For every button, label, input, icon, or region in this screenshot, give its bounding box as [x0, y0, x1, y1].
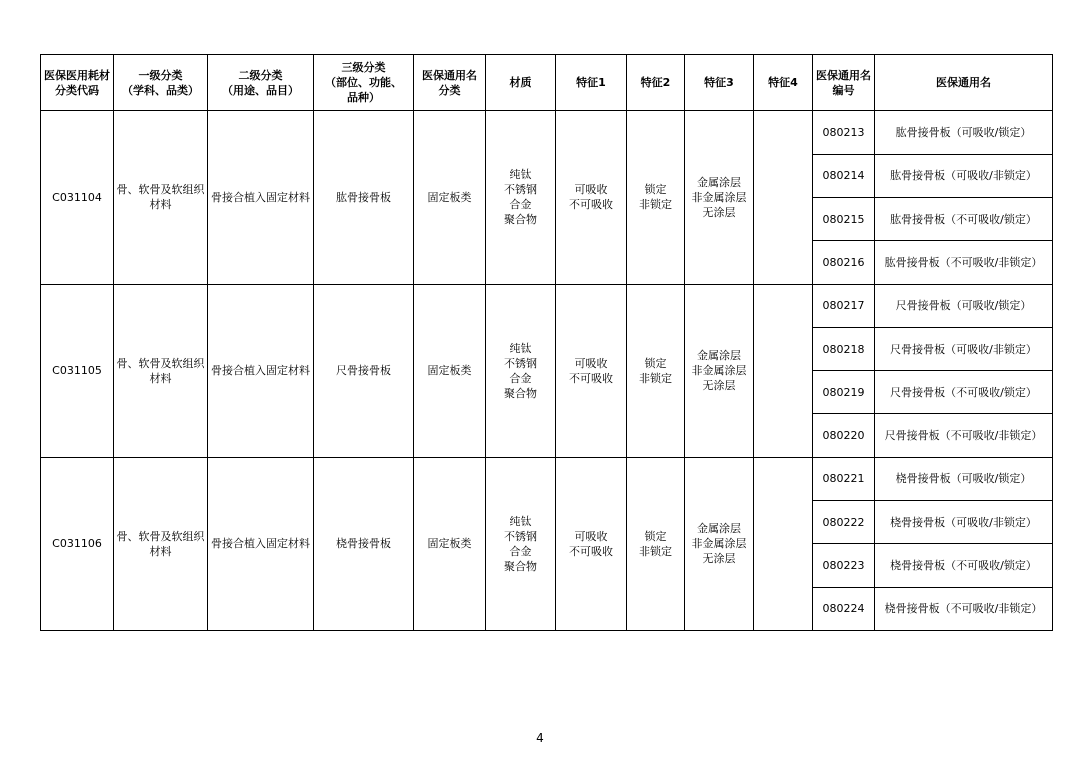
header-feature2: 特征2: [627, 55, 685, 111]
feature1-cell: 可吸收 不可吸收: [556, 284, 627, 457]
header-row: [41, 55, 1053, 111]
level1-cell: 骨、软骨及软组织 材料: [114, 284, 208, 457]
level1-cell: 骨、软骨及软组织 材料: [114, 457, 208, 630]
generic-category-cell: 固定板类: [414, 284, 486, 457]
generic-name-cell: 尺骨接骨板（不可吸收/非锁定）: [875, 414, 1053, 457]
level2-cell: 骨接合植入固定材料: [208, 457, 314, 630]
material-cell: 纯钛 不锈钢 合金 聚合物: [486, 284, 556, 457]
header-feature3: 特征3: [685, 55, 754, 111]
table-row: [41, 111, 1053, 154]
page-number: 4: [536, 731, 544, 745]
feature2-cell: 锁定 非锁定: [627, 111, 685, 284]
classification-table: [40, 54, 1053, 631]
feature2-cell: 锁定 非锁定: [627, 457, 685, 630]
generic-name-cell: 尺骨接骨板（可吸收/锁定）: [875, 284, 1053, 327]
table-row: [41, 284, 1053, 327]
generic-name-cell: 尺骨接骨板（不可吸收/锁定）: [875, 371, 1053, 414]
level3-cell: 尺骨接骨板: [314, 284, 414, 457]
header-generic-number: 医保通用名 编号: [813, 55, 875, 111]
generic-name-cell: 桡骨接骨板（不可吸收/非锁定）: [875, 587, 1053, 630]
generic-name-cell: 桡骨接骨板（不可吸收/锁定）: [875, 544, 1053, 587]
feature3-cell: 金属涂层 非金属涂层 无涂层: [685, 284, 754, 457]
generic-number-cell: 080222: [813, 501, 875, 544]
generic-number-cell: 080224: [813, 587, 875, 630]
generic-number-cell: 080221: [813, 457, 875, 500]
feature4-cell: [754, 111, 813, 284]
generic-number-cell: 080217: [813, 284, 875, 327]
generic-number-cell: 080214: [813, 154, 875, 197]
header-level2: 二级分类 （用途、品目）: [208, 55, 314, 111]
generic-number-cell: 080215: [813, 197, 875, 240]
header-feature1: 特征1: [556, 55, 627, 111]
feature4-cell: [754, 457, 813, 630]
header-generic-name: 医保通用名: [875, 55, 1053, 111]
generic-name-cell: 肱骨接骨板（不可吸收/非锁定）: [875, 241, 1053, 284]
generic-name-cell: 尺骨接骨板（可吸收/非锁定）: [875, 327, 1053, 370]
classification-code-cell: C031105: [41, 284, 114, 457]
generic-name-cell: 桡骨接骨板（可吸收/非锁定）: [875, 501, 1053, 544]
material-cell: 纯钛 不锈钢 合金 聚合物: [486, 457, 556, 630]
classification-code-cell: C031106: [41, 457, 114, 630]
generic-number-cell: 080220: [813, 414, 875, 457]
feature2-cell: 锁定 非锁定: [627, 284, 685, 457]
generic-name-cell: 肱骨接骨板（可吸收/非锁定）: [875, 154, 1053, 197]
classification-code-cell: C031104: [41, 111, 114, 284]
generic-number-cell: 080218: [813, 327, 875, 370]
feature1-cell: 可吸收 不可吸收: [556, 111, 627, 284]
header-generic-category: 医保通用名 分类: [414, 55, 486, 111]
level3-cell: 肱骨接骨板: [314, 111, 414, 284]
generic-number-cell: 080223: [813, 544, 875, 587]
header-feature4: 特征4: [754, 55, 813, 111]
header-level3: 三级分类 （部位、功能、 品种）: [314, 55, 414, 111]
feature4-cell: [754, 284, 813, 457]
feature1-cell: 可吸收 不可吸收: [556, 457, 627, 630]
generic-number-cell: 080219: [813, 371, 875, 414]
generic-category-cell: 固定板类: [414, 111, 486, 284]
header-level1: 一级分类 （学科、品类）: [114, 55, 208, 111]
table-row: [41, 457, 1053, 500]
generic-category-cell: 固定板类: [414, 457, 486, 630]
generic-number-cell: 080213: [813, 111, 875, 154]
level2-cell: 骨接合植入固定材料: [208, 111, 314, 284]
header-material: 材质: [486, 55, 556, 111]
level3-cell: 桡骨接骨板: [314, 457, 414, 630]
level1-cell: 骨、软骨及软组织 材料: [114, 111, 208, 284]
header-classification-code: 医保医用耗材 分类代码: [41, 55, 114, 111]
generic-name-cell: 肱骨接骨板（不可吸收/锁定）: [875, 197, 1053, 240]
feature3-cell: 金属涂层 非金属涂层 无涂层: [685, 111, 754, 284]
feature3-cell: 金属涂层 非金属涂层 无涂层: [685, 457, 754, 630]
generic-number-cell: 080216: [813, 241, 875, 284]
generic-name-cell: 肱骨接骨板（可吸收/锁定）: [875, 111, 1053, 154]
level2-cell: 骨接合植入固定材料: [208, 284, 314, 457]
material-cell: 纯钛 不锈钢 合金 聚合物: [486, 111, 556, 284]
generic-name-cell: 桡骨接骨板（可吸收/锁定）: [875, 457, 1053, 500]
